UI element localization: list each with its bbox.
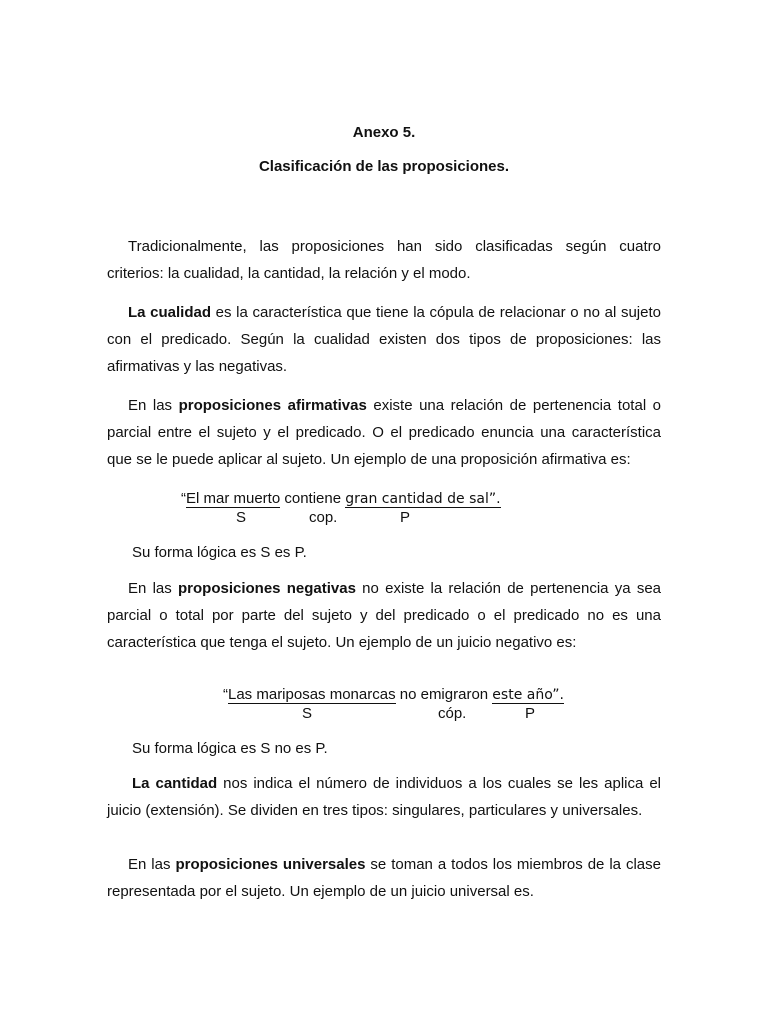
example1-predicate — [345, 491, 500, 508]
example2-label-p: P — [525, 705, 536, 722]
universal-term: proposiciones universales — [175, 856, 366, 873]
example2-close-quote: ”. — [552, 687, 564, 703]
example1-label-s: S — [236, 509, 247, 526]
example1-close-quote: ”. — [488, 491, 501, 507]
example2-label-cop: cóp. — [438, 705, 467, 722]
negative-pre: En las — [128, 580, 178, 597]
page-title: Clasificación de las proposiciones. — [258, 158, 510, 175]
universal-paragraph — [107, 851, 661, 905]
example2-copula: no emigraron — [395, 686, 493, 703]
example1-label-cop: cop. — [309, 509, 338, 526]
example1-predicate-text: gran cantidad de sal — [345, 491, 489, 507]
example2-label-s: S — [302, 705, 313, 722]
example2-predicate — [492, 687, 564, 704]
example2-subject: Las mariposas monarcas — [228, 686, 396, 703]
quality-term: La cualidad — [128, 304, 212, 321]
negative-term: proposiciones negativas — [178, 580, 356, 597]
affirmative-text: existe una relación de pertenencia total o parcial entre el sujeto y el predicado. O el predicado enuncia una característica que se le puede aplicar al sujeto. Un ejemplo de una proposición afirmativa es: — [107, 397, 662, 468]
universal-text: se toman a todos los miembros de la clase representada por el sujeto. Un ejemplo de un juicio universal es. — [107, 856, 661, 900]
affirmative-paragraph — [107, 392, 661, 473]
example2-open-quote: “ — [223, 686, 228, 703]
example1-subject: El mar muerto — [186, 490, 281, 507]
example1-copula: contiene — [280, 490, 346, 507]
quantity-text: nos indica el número de individuos a los cuales se les aplica el juicio (extensión). Se dividen en tres tipos: singulares, particulares y universales. — [107, 775, 661, 819]
affirmative-term: proposiciones afirmativas — [178, 397, 367, 414]
quality-paragraph — [107, 299, 661, 380]
logical-form-1: Su forma lógica es S es P. — [132, 544, 307, 561]
universal-pre: En las — [128, 856, 176, 873]
affirmative-example — [181, 490, 501, 507]
example1-open-quote: “ — [181, 490, 186, 507]
example2-predicate-text: este año — [492, 687, 553, 703]
quantity-paragraph — [107, 770, 661, 824]
negative-example — [223, 686, 564, 703]
intro-paragraph: Tradicionalmente, las proposiciones han sido clasificadas según cuatro criterios: la cualidad, la cantidad, la relación y el modo. — [107, 238, 661, 282]
negative-paragraph — [107, 575, 661, 656]
example1-label-p: P — [400, 509, 411, 526]
quality-text: es la característica que tiene la cópula de relacionar o no al sujeto con el predicado. Según la cualidad existen dos tipos de proposiciones: las afirmativas y las negativas. — [107, 304, 661, 375]
logical-form-2: Su forma lógica es S no es P. — [132, 740, 328, 757]
affirmative-pre: En las — [128, 397, 179, 414]
annex-heading: Anexo 5. — [352, 124, 416, 141]
negative-text: no existe la relación de pertenencia ya sea parcial o total por parte del sujeto y del predicado o el predicado no es una característica que tenga el sujeto. Un ejemplo de un juicio negativo es: — [107, 580, 662, 651]
quantity-term: La cantidad — [132, 775, 218, 792]
